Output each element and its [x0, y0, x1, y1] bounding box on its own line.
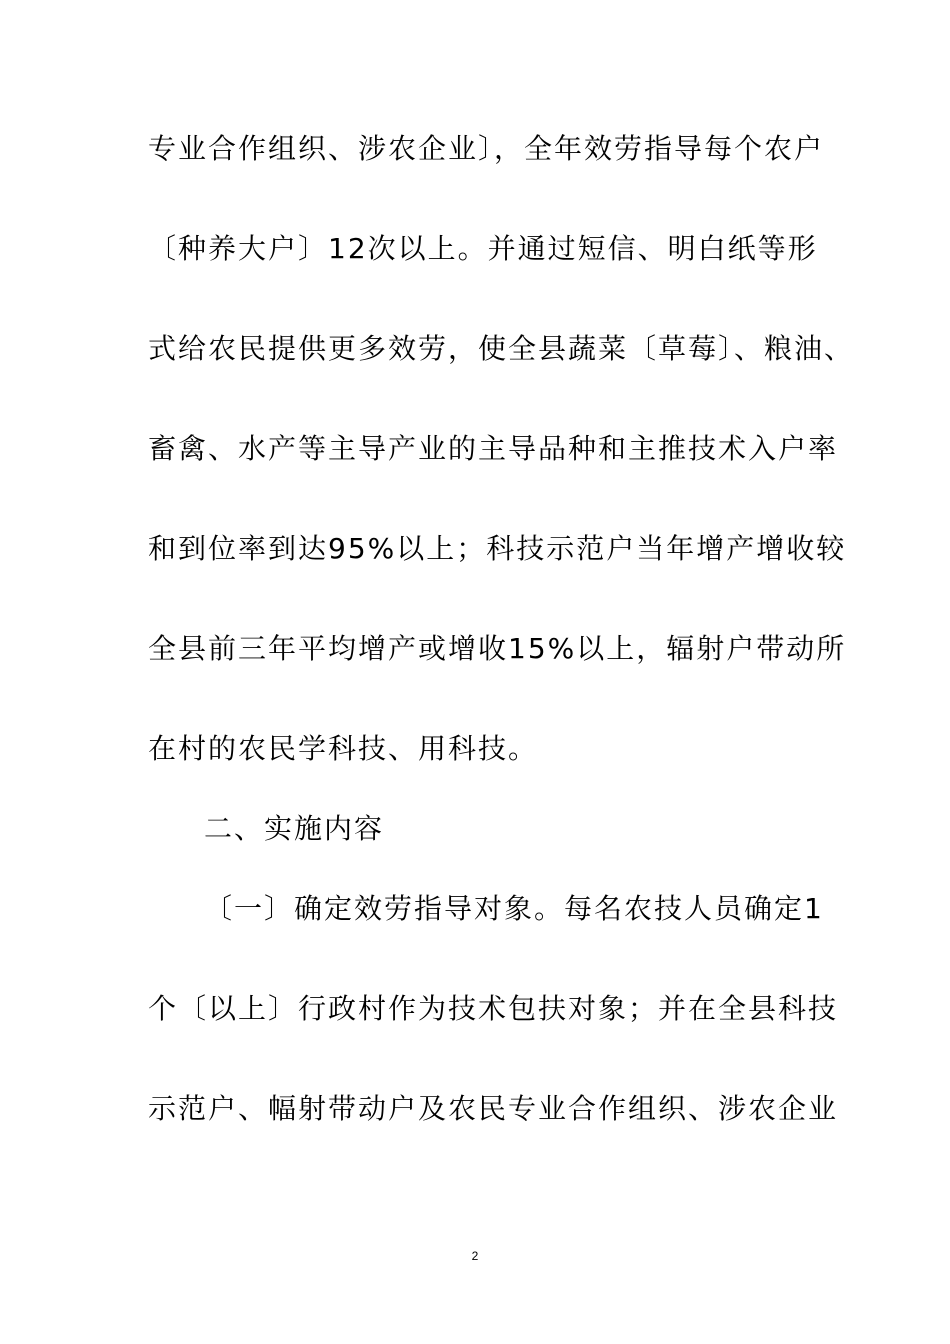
section-heading: 二、实施内容 — [204, 812, 385, 845]
paragraph2-line-3: 示范户、幅射带动户及农民专业合作组织、涉农企业 — [148, 1092, 839, 1125]
paragraph2-line-1: 〔一〕确定效劳指导对象。每名农技人员确定1 — [204, 892, 824, 925]
page-number: 2 — [471, 1249, 479, 1263]
body-line-3: 式给农民提供更多效劳，使全县蔬菜〔草莓〕、粮油、 — [148, 332, 855, 365]
body-line-4: 畜禽、水产等主导产业的主导品种和主推技术入户率 — [148, 432, 839, 465]
body-line-2: 〔种养大户〕12次以上。并通过短信、明白纸等形 — [148, 232, 818, 265]
body-line-6: 全县前三年平均增产或增收15%以上，辐射户带动所 — [148, 632, 847, 665]
body-line-5: 和到位率到达95%以上；科技示范户当年增产增收较 — [148, 532, 847, 565]
paragraph2-line-2: 个〔以上〕行政村作为技术包扶对象；并在全县科技 — [148, 992, 839, 1025]
body-line-7: 在村的农民学科技、用科技。 — [148, 732, 539, 765]
body-line-1: 专业合作组织、涉农企业〕，全年效劳指导每个农户 — [148, 132, 825, 165]
